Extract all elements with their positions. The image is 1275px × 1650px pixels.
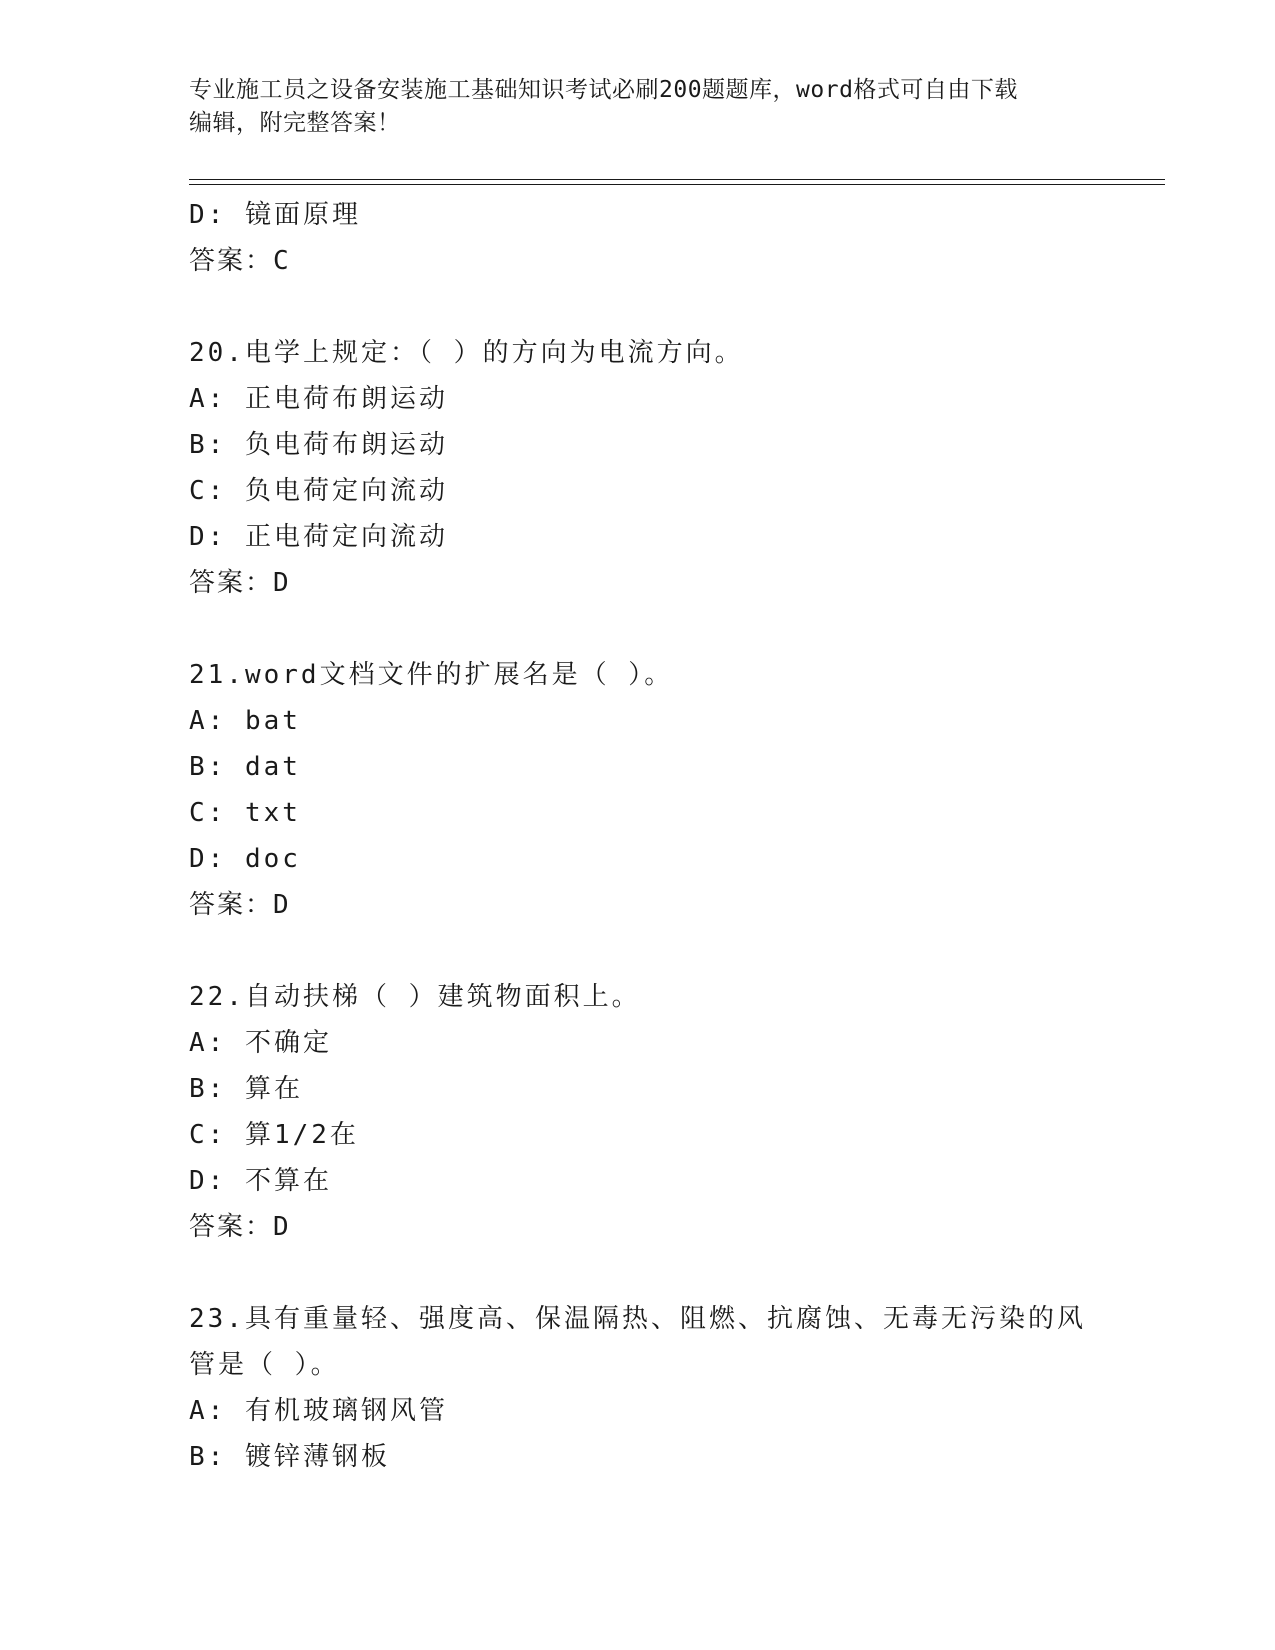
question-22-option-a: A: 不确定 <box>189 1028 332 1058</box>
question-20-option-c: C: 负电荷定向流动 <box>189 476 448 506</box>
prev-answer: 答案：C <box>189 246 291 276</box>
header-line-1: 专业施工员之设备安装施工基础知识考试必刷200题题库，word格式可自由下载 <box>189 77 1018 103</box>
question-22-option-b: B: 算在 <box>189 1074 303 1104</box>
header-divider-top <box>189 179 1165 180</box>
question-22-option-d: D: 不算在 <box>189 1166 332 1196</box>
document-header <box>189 74 1079 140</box>
question-21-text: 21.word文档文件的扩展名是（ ）。 <box>189 660 674 690</box>
question-23-text-line-1: 23.具有重量轻、强度高、保温隔热、阻燃、抗腐蚀、无毒无污染的风 <box>189 1304 1086 1334</box>
prev-option-d: D: 镜面原理 <box>189 200 361 230</box>
question-21-option-b: B: dat <box>189 752 301 782</box>
spacer <box>189 284 1089 330</box>
question-23-option-a: A: 有机玻璃钢风管 <box>189 1396 448 1426</box>
question-21-answer: 答案：D <box>189 890 291 920</box>
question-22-text: 22.自动扶梯（ ）建筑物面积上。 <box>189 982 641 1012</box>
question-22-option-c: C: 算1/2在 <box>189 1120 359 1150</box>
header-divider-bottom <box>189 184 1165 185</box>
question-content <box>189 192 1089 1480</box>
spacer <box>189 1250 1089 1296</box>
question-20-option-d: D: 正电荷定向流动 <box>189 522 448 552</box>
question-22-answer: 答案：D <box>189 1212 291 1242</box>
question-21-option-d: D: doc <box>189 844 301 874</box>
spacer <box>189 606 1089 652</box>
question-20-text: 20.电学上规定：（ ）的方向为电流方向。 <box>189 338 744 368</box>
spacer <box>189 928 1089 974</box>
question-20-option-b: B: 负电荷布朗运动 <box>189 430 448 460</box>
question-21-option-a: A: bat <box>189 706 301 736</box>
question-23-text-line-2: 管是（ ）。 <box>189 1350 340 1380</box>
question-20-option-a: A: 正电荷布朗运动 <box>189 384 448 414</box>
header-line-2: 编辑，附完整答案！ <box>189 110 401 136</box>
question-23-option-b: B: 镀锌薄钢板 <box>189 1442 390 1472</box>
question-20-answer: 答案：D <box>189 568 291 598</box>
question-21-option-c: C: txt <box>189 798 301 828</box>
